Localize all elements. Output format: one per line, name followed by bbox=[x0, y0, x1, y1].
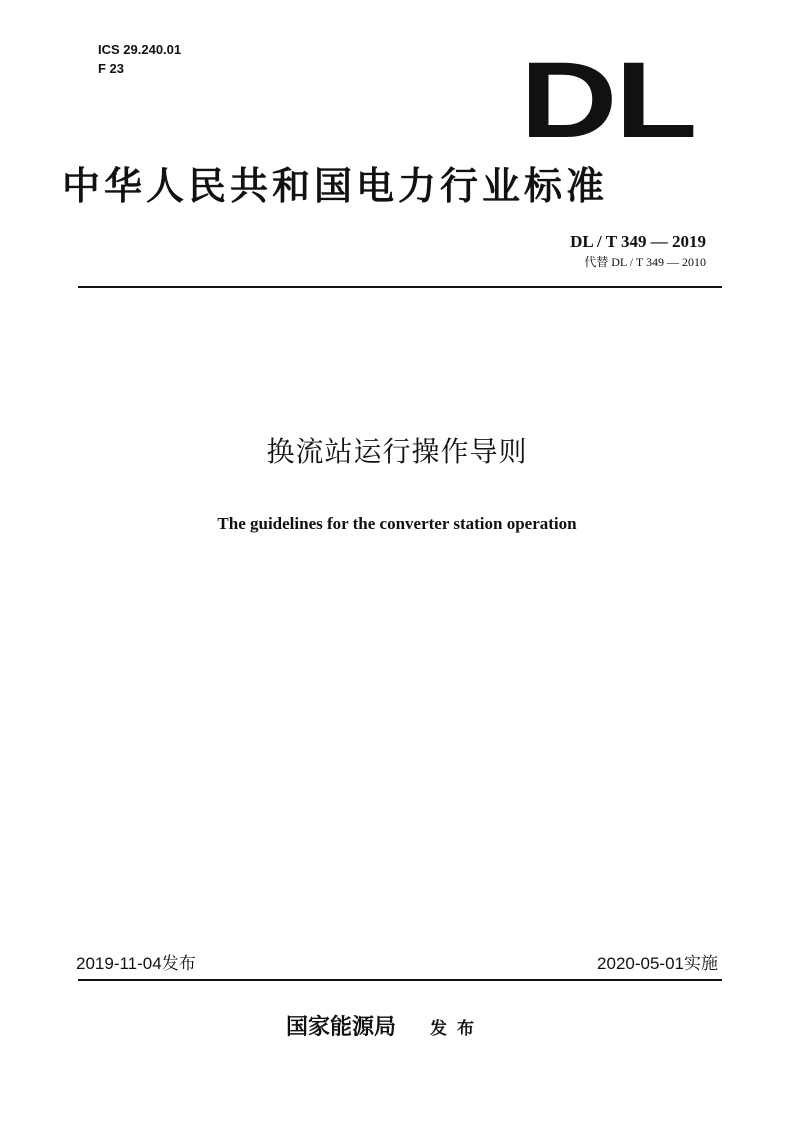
ics-code: ICS 29.240.01 bbox=[98, 42, 182, 57]
replaces-standard: 代替 DL / T 349 — 2010 bbox=[584, 255, 706, 269]
publisher-org: 国家能源局 bbox=[286, 1014, 397, 1040]
document-title-en: The guidelines for the converter station operation bbox=[217, 514, 577, 533]
dl-logo: DL bbox=[520, 39, 695, 160]
document-title-cn: 换流站运行操作导则 bbox=[266, 435, 528, 468]
implementation-date: 2020-05-01实施 bbox=[597, 954, 718, 973]
standard-number: DL / T 349 — 2019 bbox=[570, 232, 706, 251]
publisher-line bbox=[286, 1011, 484, 1045]
ccs-code: F 23 bbox=[98, 61, 125, 76]
publisher-verb: 发布 bbox=[430, 1019, 485, 1039]
issue-date: 2019-11-04发布 bbox=[76, 954, 196, 973]
standard-number-block bbox=[570, 231, 706, 271]
header-divider bbox=[78, 286, 722, 288]
national-standard-title: 中华人民共和国电力行业标准 bbox=[62, 163, 609, 208]
classification-codes bbox=[98, 40, 181, 78]
footer-divider bbox=[78, 979, 722, 981]
